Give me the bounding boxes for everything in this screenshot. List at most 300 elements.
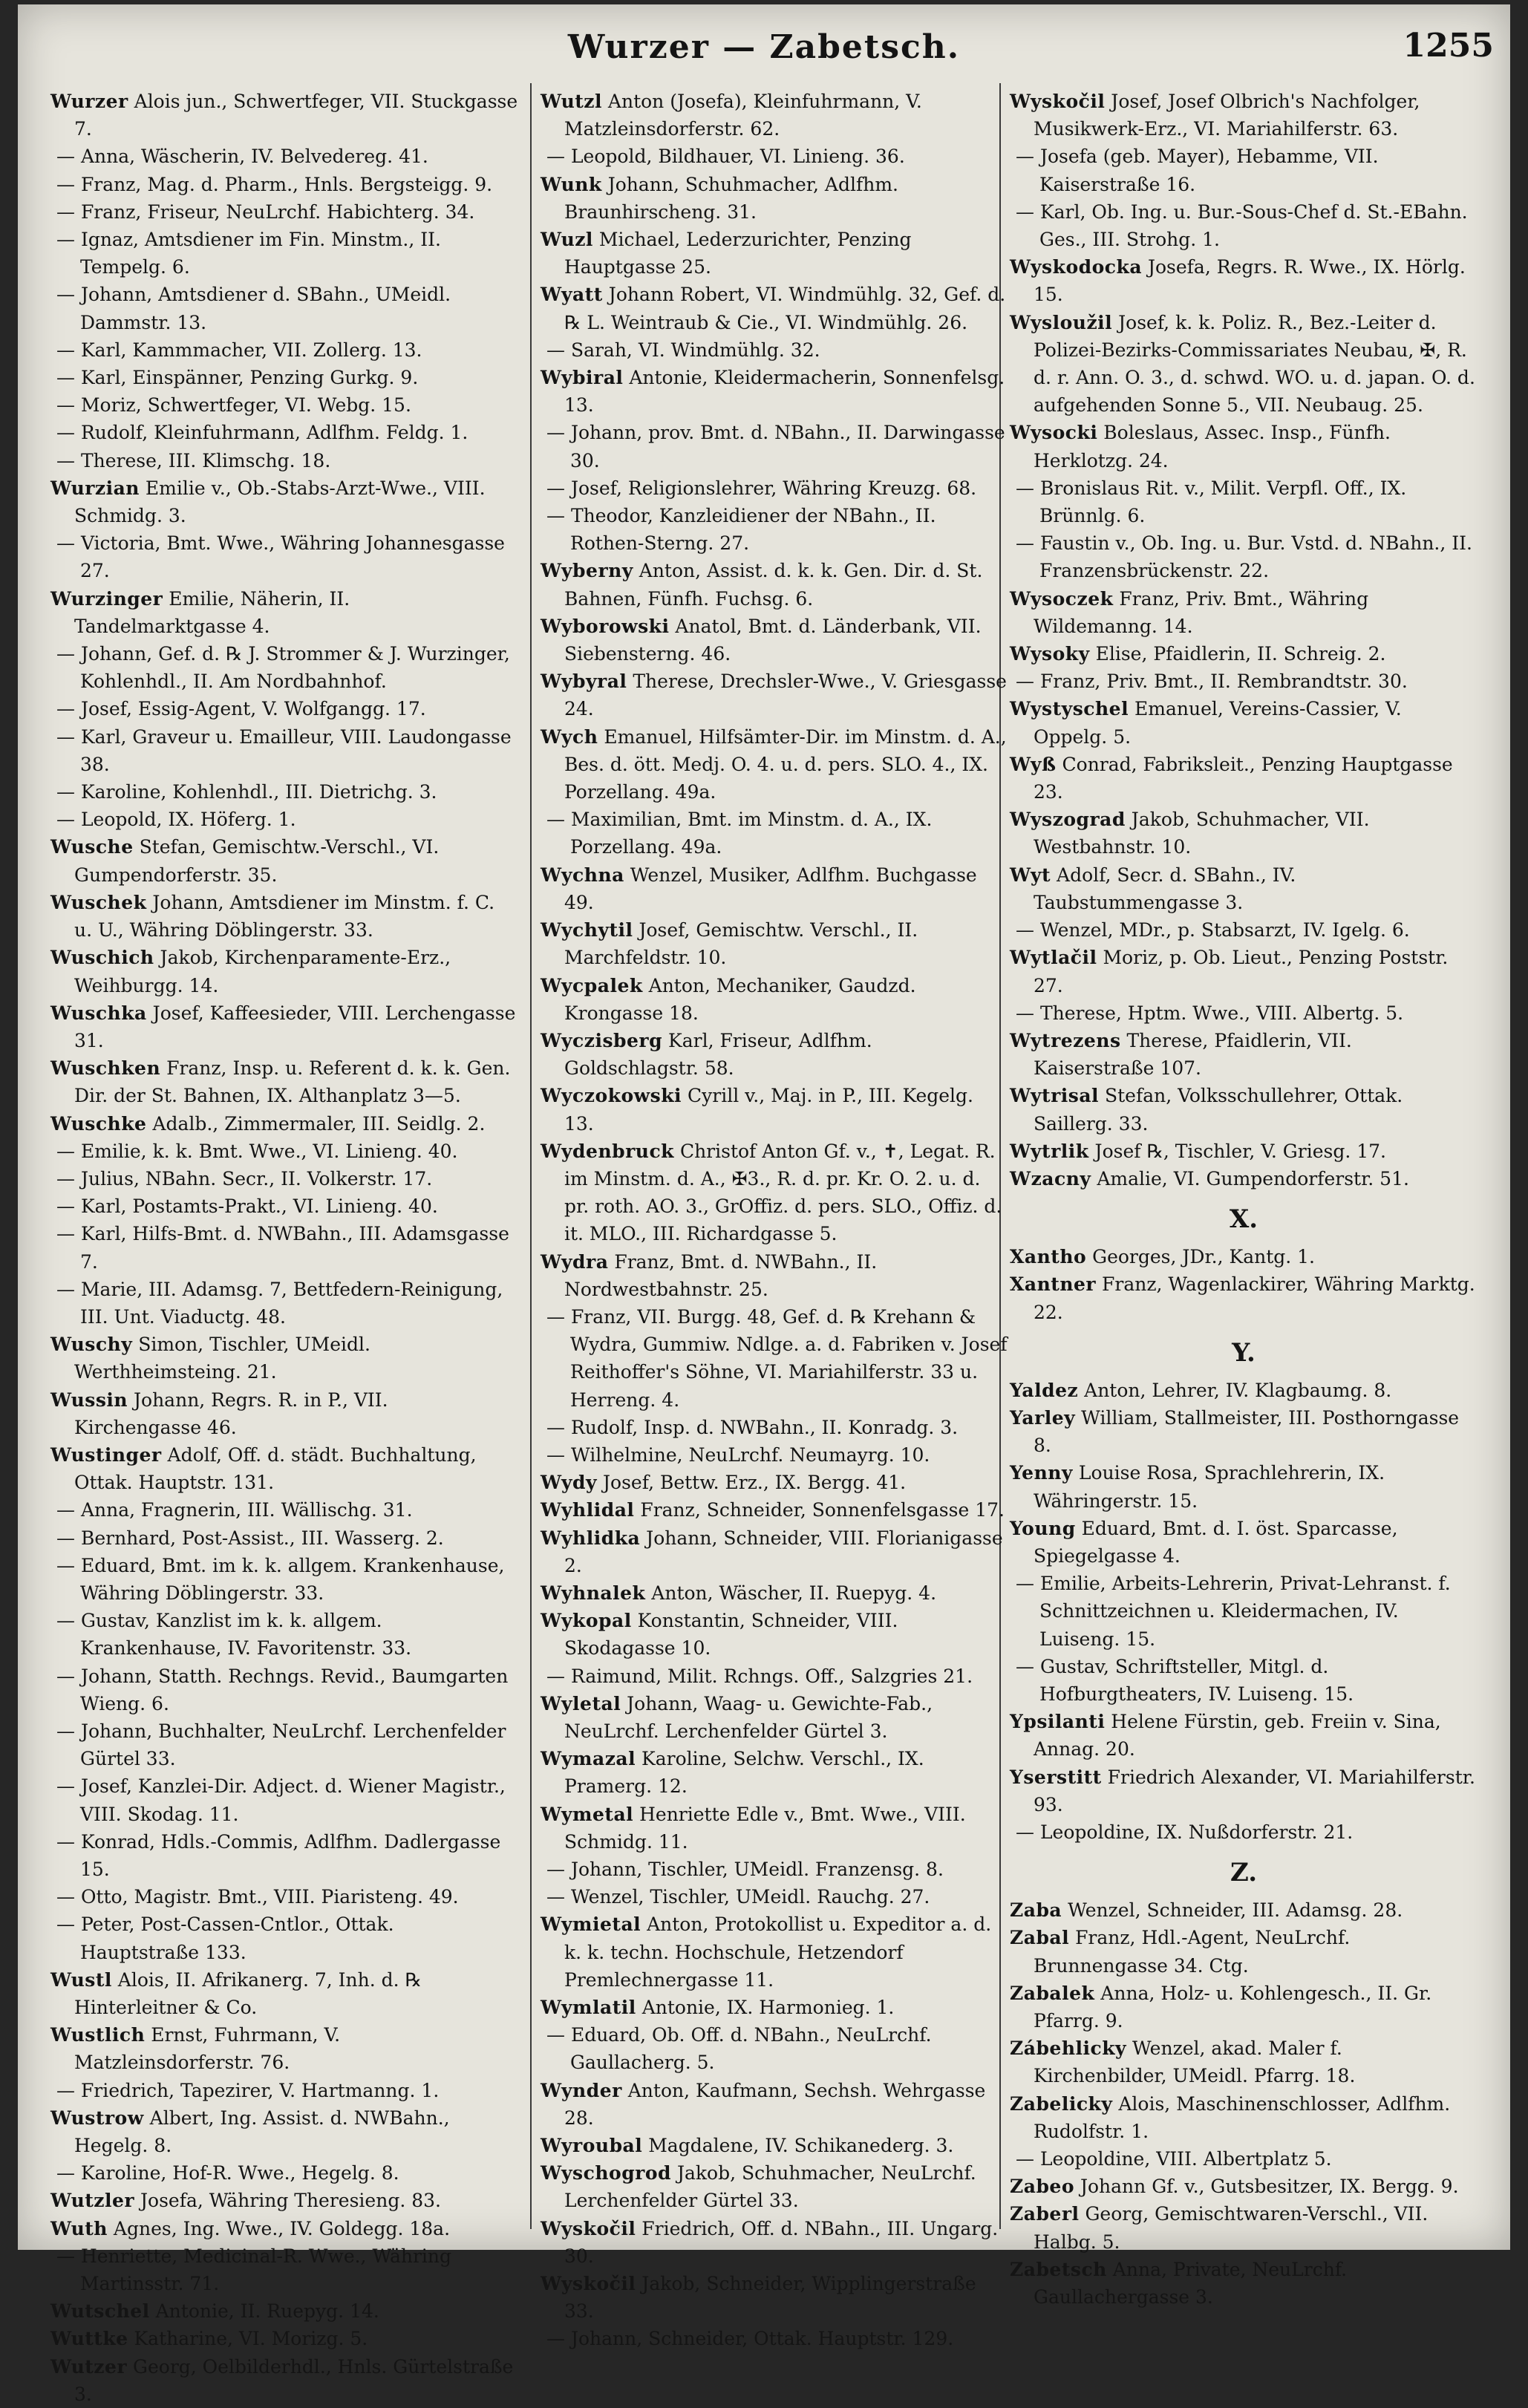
entry-surname: Wyskodocka: [1010, 256, 1143, 278]
entry-details: — Leopold, Bildhauer, VI. Linieng. 36.: [546, 146, 905, 168]
entry-surname: Wytrezens: [1010, 1029, 1121, 1051]
entry-details: Katharine, VI. Morizg. 5.: [128, 2328, 368, 2350]
directory-entry: [541, 2325, 1008, 2352]
directory-entry: [50, 419, 518, 446]
entry-details: — Maximilian, Bmt. im Minstm. d. A., IX. Porzellang. 49a.: [546, 809, 933, 858]
directory-entry: [541, 1441, 1008, 1469]
entry-details: Anton, Assist. d. k. k. Gen. Dir. d. St. Bahnen, Fünfh. Fuchsg. 6.: [564, 560, 983, 610]
entry-details: Antonie, II. Ruepyg. 14.: [149, 2300, 379, 2323]
entry-details: — Karl, Einspänner, Penzing Gurkg. 9.: [56, 367, 419, 389]
directory-entry: [50, 2215, 518, 2242]
entry-details: Josef ℞, Tischler, V. Griesg. 17.: [1088, 1140, 1387, 1162]
entry-details: — Johann, Schneider, Ottak. Hauptstr. 129.: [546, 2328, 954, 2350]
directory-entry: [1010, 1027, 1478, 1082]
entry-surname: Yaldez: [1010, 1379, 1079, 1401]
entry-details: Emilie, Näherin, II. Tandelmarktgasse 4.: [74, 587, 350, 637]
directory-entry: [1010, 999, 1478, 1027]
directory-entry: [541, 1801, 1008, 1856]
entry-surname: Wyschogrod: [541, 2162, 672, 2185]
entry-details: — Karl, Kammmacher, VII. Zollerg. 13.: [56, 339, 422, 361]
column-divider: [530, 83, 532, 2229]
entry-details: — Konrad, Hdls.-Commis, Adlfhm. Dadlergasse 15.: [56, 1830, 501, 1880]
entry-surname: Wyß: [1010, 753, 1057, 775]
directory-entry: [50, 474, 518, 529]
entry-details: Boleslaus, Assec. Insp., Fünfh. Herklotzg. 24.: [1034, 422, 1391, 472]
directory-entry: [541, 1414, 1008, 1441]
directory-entry: [50, 1054, 518, 1109]
entry-surname: Wysoky: [1010, 643, 1090, 665]
entry-surname: Wurzinger: [50, 587, 163, 610]
entry-details: Johann, Schuhmacher, Adlfhm. Braunhirscheng. 31.: [564, 173, 898, 223]
directory-entry: [50, 1331, 518, 1386]
entry-details: — Faustin v., Ob. Ing. u. Bur. Vstd. d. NBahn., II. Franzensbrückenstr. 22.: [1016, 532, 1472, 582]
directory-entry: [541, 336, 1008, 364]
directory-entry: [541, 2077, 1008, 2132]
entry-surname: Wyberny: [541, 560, 633, 582]
entry-details: — Karl, Postamts-Prakt., VI. Linieng. 40.: [56, 1195, 438, 1218]
directory-entry: [541, 557, 1008, 612]
entry-details: — Karoline, Kohlenhdl., III. Dietrichg. 3.: [56, 781, 437, 803]
directory-entry: [541, 419, 1008, 474]
entry-details: Emilie v., Ob.-Stabs-Arzt-Wwe., VIII. Schmidg. 3.: [74, 477, 486, 527]
entry-details: — Karl, Ob. Ing. u. Bur.-Sous-Chef d. St.-EBahn. Ges., III. Strohg. 1.: [1016, 200, 1468, 251]
entry-details: — Marie, III. Adamsg. 7, Bettfedern-Reinigung, III. Unt. Viaductg. 48.: [56, 1278, 503, 1328]
directory-entry: [1010, 2090, 1478, 2145]
entry-surname: Wysoczek: [1010, 587, 1114, 610]
directory-entry: [541, 88, 1008, 143]
entry-details: Konstantin, Schneider, VIII. Skodagasse 10.: [564, 1610, 898, 1660]
entry-details: Conrad, Fabriksleit., Penzing Hauptgasse 23.: [1034, 753, 1453, 803]
entry-surname: Xantner: [1010, 1273, 1097, 1296]
directory-entry: [1010, 2173, 1478, 2200]
entry-surname: Wuschken: [50, 1057, 161, 1080]
entry-details: Anna, Holz- u. Kohlengesch., II. Gr. Pfarrg. 9.: [1034, 1982, 1432, 2032]
directory-entry: [541, 1579, 1008, 1607]
entry-details: — Johann, Amtsdiener d. SBahn., UMeidl. Dammstr. 13.: [56, 284, 451, 333]
directory-entry: [1010, 198, 1478, 253]
entry-details: — Johann, prov. Bmt. d. NBahn., II. Darwingasse 30.: [546, 422, 1005, 472]
entry-details: — Johann, Buchhalter, NeuLrchf. Lerchenfelder Gürtel 33.: [56, 1720, 506, 1770]
entry-details: Anton, Protokollist u. Expeditor a. d. k. k. techn. Hochschule, Hetzendorf Premlechnergasse 11.: [564, 1913, 992, 1991]
entry-details: Josef, Bettw. Erz., IX. Bergg. 41.: [597, 1472, 907, 1494]
entry-details: — Otto, Magistr. Bmt., VIII. Piaristeng. 49.: [56, 1886, 459, 1908]
directory-entry: [1010, 2035, 1478, 2089]
directory-entry: [1010, 1377, 1478, 1404]
entry-surname: Wytlačil: [1010, 947, 1097, 969]
directory-entry: [541, 1082, 1008, 1137]
directory-entry: [541, 2215, 1008, 2270]
entry-details: — Franz, VII. Burgg. 48, Gef. d. ℞ Krehann & Wydra, Gummiw. Ndlge. a. d. Fabriken v. Josef Reithoffer's Söhne, VI. Mariahilferstr. 33 u. Herreng. 4.: [546, 1305, 1008, 1411]
entry-details: — Raimund, Milit. Rchngs. Off., Salzgries 21.: [546, 1665, 973, 1687]
directory-entry: [1010, 1082, 1478, 1137]
directory-entry: [541, 2132, 1008, 2159]
directory-entry: [50, 1883, 518, 1911]
entry-surname: Wydy: [541, 1472, 598, 1494]
section-letter: Y.: [1232, 1337, 1256, 1368]
entry-details: Emanuel, Vereins-Cassier, V. Oppelg. 5.: [1034, 698, 1402, 748]
entry-details: — Theodor, Kanzleidiener der NBahn., II. Rothen-Sterng. 27.: [546, 505, 936, 555]
entry-details: Jakob, Schuhmacher, NeuLrchf. Lerchenfelder Gürtel 33.: [564, 2162, 976, 2212]
directory-entry: [541, 2270, 1008, 2325]
entry-details: Josef, Josef Olbrich's Nachfolger, Musikwerk-Erz., VI. Mariahilferstr. 63.: [1034, 91, 1420, 140]
entry-details: Georges, JDr., Kantg. 1.: [1086, 1246, 1315, 1268]
directory-entry: [50, 1717, 518, 1772]
entry-details: — Karoline, Hof-R. Wwe., Hegelg. 8.: [56, 2162, 399, 2185]
entry-details: — Moriz, Schwertfeger, VI. Webg. 15.: [56, 394, 411, 417]
directory-entry: [541, 2021, 1008, 2076]
section-letter: Z.: [1230, 1858, 1258, 1888]
directory-entry: [1010, 1570, 1478, 1653]
directory-entry: [50, 1607, 518, 1662]
directory-entry: [50, 447, 518, 474]
entry-details: Johann, Waag- u. Gewichte-Fab., NeuLrchf. Lerchenfelder Gürtel 3.: [564, 1692, 933, 1742]
entry-details: Michael, Lederzurichter, Penzing Hauptgasse 25.: [564, 229, 912, 278]
entry-details: — Bernhard, Post-Assist., III. Wasserg. 2.: [56, 1527, 444, 1549]
entry-surname: Wymlatil: [541, 1997, 636, 2019]
directory-entry: [541, 806, 1008, 861]
entry-surname: Wymetal: [541, 1803, 634, 1825]
entry-details: — Therese, III. Klimschg. 18.: [56, 449, 331, 472]
entry-surname: Xantho: [1010, 1246, 1087, 1268]
directory-entry: [1010, 529, 1478, 584]
directory-entry: [541, 668, 1008, 722]
directory-entry: [50, 806, 518, 833]
entry-surname: Wuschke: [50, 1112, 147, 1135]
directory-entry: [1010, 474, 1478, 529]
directory-entry: [50, 2242, 518, 2297]
entry-surname: Yarley: [1010, 1406, 1076, 1429]
entry-details: Anatol, Bmt. d. Länderbank, VII. Siebensterng. 46.: [564, 615, 982, 665]
directory-entry: [1010, 585, 1478, 640]
entry-details: Franz, Priv. Bmt., Währing Wildemanng. 14.: [1034, 587, 1369, 637]
directory-entry: [541, 1027, 1008, 1082]
directory-entry: [50, 2325, 518, 2352]
directory-entry: [541, 1138, 1008, 1248]
entry-surname: Wyszograd: [1010, 809, 1126, 831]
entry-surname: Wyatt: [541, 284, 603, 306]
entry-details: — Josef, Kanzlei-Dir. Adject. d. Wiener Magistr., VIII. Skodag. 11.: [56, 1775, 506, 1825]
directory-entry: [50, 889, 518, 944]
entry-details: Jakob, Schneider, Wipplingerstraße 33.: [564, 2273, 976, 2323]
directory-entry: [50, 1496, 518, 1524]
entry-details: Georg, Oelbilderhdl., Hnls. Gürtelstraße 3.: [74, 2355, 514, 2405]
entry-details: Josef, Gemischtw. Verschl., II. Marchfeldstr. 10.: [564, 919, 918, 969]
entry-surname: Wykopal: [541, 1610, 632, 1632]
entry-details: — Josefa (geb. Mayer), Hebamme, VII. Kaiserstraße 16.: [1016, 146, 1379, 195]
entry-surname: Wussin: [50, 1389, 128, 1411]
entry-details: Friedrich Alexander, VI. Mariahilferstr. 93.: [1034, 1766, 1475, 1815]
directory-entry: [541, 1469, 1008, 1496]
entry-surname: Wyskočil: [541, 2217, 636, 2239]
entry-details: Therese, Drechsler-Wwe., V. Griesgasse 24.: [564, 670, 1007, 720]
directory-entry: [50, 198, 518, 226]
entry-details: — Bronislaus Rit. v., Milit. Verpfl. Off., IX. Brünnlg. 6.: [1016, 477, 1407, 527]
entry-details: Josef, k. k. Poliz. R., Bez.-Leiter d. Polizei-Bezirks-Commissariates Neubau, ✠, R. d. r. Ann. O. 3., d. schwd. WO. u. d. japan. O. d. aufgehenden Sonne 5., VII. Neubaug. 25.: [1034, 311, 1475, 417]
directory-entry: [1010, 806, 1478, 861]
directory-entry: [50, 529, 518, 584]
entry-surname: Wutzler: [50, 2190, 135, 2212]
entry-details: Anna, Private, NeuLrchf. Gaullachergasse 3.: [1034, 2258, 1348, 2309]
entry-surname: Wustlich: [50, 2024, 146, 2046]
directory-entry: [541, 1690, 1008, 1745]
entry-surname: Zaba: [1010, 1899, 1062, 1922]
entry-details: — Franz, Mag. d. Pharm., Hnls. Bergsteigg. 9.: [56, 173, 493, 195]
directory-entry: [50, 171, 518, 198]
entry-details: — Anna, Wäscherin, IV. Belvedereg. 41.: [56, 146, 428, 168]
directory-entry: [50, 88, 518, 143]
directory-entry: [1010, 2256, 1478, 2311]
entry-surname: Wyletal: [541, 1692, 621, 1714]
entry-surname: Yserstitt: [1010, 1766, 1102, 1788]
directory-entry: [50, 1772, 518, 1827]
entry-surname: Wusche: [50, 836, 134, 858]
entry-details: Therese, Pfaidlerin, VII. Kaiserstraße 107.: [1034, 1029, 1352, 1080]
directory-entry: [1010, 1459, 1478, 1514]
entry-surname: Wurzian: [50, 477, 140, 499]
entry-details: Albert, Ing. Assist. d. NWBahn., Hegelg. 8.: [74, 2107, 450, 2157]
entry-details: Jakob, Kirchenparamente-Erz., Weihburgg. 14.: [74, 947, 451, 996]
entry-surname: Zabelicky: [1010, 2092, 1113, 2115]
entry-details: — Karl, Hilfs-Bmt. d. NWBahn., III. Adamsgasse 7.: [56, 1223, 509, 1273]
directory-entry: [541, 1524, 1008, 1579]
directory-entry: [50, 585, 518, 640]
entry-details: — Emilie, k. k. Bmt. Wwe., VI. Linieng. 40.: [56, 1140, 458, 1162]
entry-details: Adalb., Zimmermaler, III. Seidlg. 2.: [146, 1112, 486, 1135]
directory-entry: [541, 1994, 1008, 2021]
column-2: [541, 88, 1008, 2350]
entry-surname: Wyskočil: [1010, 91, 1106, 112]
entry-details: — Franz, Friseur, NeuLrchf. Habichterg. 34.: [56, 200, 475, 223]
entry-surname: Wustrow: [50, 2107, 144, 2129]
entry-details: Antonie, Kleidermacherin, Sonnenfelsg. 13.: [564, 367, 1005, 417]
directory-entry: [1010, 143, 1478, 198]
entry-details: Agnes, Ing. Wwe., IV. Goldegg. 18a.: [107, 2217, 451, 2239]
directory-entry: [1010, 916, 1478, 944]
entry-surname: Zabal: [1010, 1927, 1070, 1949]
directory-entry: [50, 1165, 518, 1192]
entry-details: — Wenzel, Tischler, UMeidl. Rauchg. 27.: [546, 1886, 930, 1908]
entry-surname: Wuth: [50, 2217, 108, 2239]
entry-details: — Gustav, Kanzlist im k. k. allgem. Krankenhause, IV. Favoritenstr. 33.: [56, 1610, 412, 1660]
entry-details: Johann, Schneider, VIII. Florianigasse 2.: [564, 1527, 1003, 1576]
entry-surname: Wurzer: [50, 91, 128, 112]
entry-surname: Wysloužil: [1010, 311, 1113, 333]
directory-entry: [50, 1138, 518, 1165]
entry-details: Stefan, Volksschullehrer, Ottak. Saillerg. 33.: [1034, 1085, 1403, 1135]
entry-details: — Leopold, IX. Höferg. 1.: [56, 809, 296, 831]
directory-entry: [50, 1276, 518, 1331]
entry-surname: Wuttke: [50, 2328, 128, 2350]
entry-details: Georg, Gemischtwaren-Verschl., VII. Halbg. 5.: [1034, 2203, 1429, 2253]
entry-surname: Young: [1010, 1517, 1076, 1539]
directory-entry: [50, 723, 518, 778]
directory-entry: [1010, 309, 1478, 420]
entry-details: — Peter, Post-Cassen-Cntlor., Ottak. Hauptstraße 133.: [56, 1913, 394, 1963]
directory-entry: [50, 1828, 518, 1883]
directory-entry: [50, 2077, 518, 2104]
directory-entry: [50, 695, 518, 722]
entry-details: Amalie, VI. Gumpendorferstr. 51.: [1091, 1167, 1409, 1190]
directory-entry: [50, 1220, 518, 1275]
entry-details: — Sarah, VI. Windmühlg. 32.: [546, 339, 820, 361]
entry-details: Karl, Friseur, Adlfhm. Goldschlagstr. 58.: [564, 1029, 872, 1080]
entry-details: Johann Gf. v., Gutsbesitzer, IX. Bergg. 9.: [1074, 2176, 1459, 2198]
entry-details: — Johann, Statth. Rechngs. Revid., Baumgarten Wieng. 6.: [56, 1665, 509, 1714]
directory-entry: [50, 1192, 518, 1220]
directory-entry: [541, 1607, 1008, 1662]
directory-entry: [1010, 1924, 1478, 1979]
directory-entry: [50, 2353, 518, 2408]
entry-surname: Zabetsch: [1010, 2258, 1107, 2280]
entry-surname: Wyhnalek: [541, 1582, 646, 1604]
directory-entry: [541, 1911, 1008, 1994]
entry-details: Anton (Josefa), Kleinfuhrmann, V. Matzleinsdorferstr. 62.: [564, 91, 922, 140]
directory-entry: [50, 391, 518, 419]
entry-details: Johann, Regrs. R. in P., VII. Kirchengasse 46.: [74, 1389, 388, 1438]
directory-entry: [1010, 1653, 1478, 1708]
entry-details: Franz, Bmt. d. NWBahn., II. Nordwestbahnstr. 25.: [564, 1250, 878, 1300]
entry-details: Alois jun., Schwertfeger, VII. Stuckgasse 7.: [74, 91, 518, 140]
entry-details: Friedrich, Off. d. NBahn., III. Ungarg. 30.: [564, 2217, 999, 2267]
entry-details: — Ignaz, Amtsdiener im Fin. Minstm., II. Tempelg. 6.: [56, 229, 441, 278]
entry-details: Josefa, Regrs. R. Wwe., IX. Hörlg. 15.: [1034, 256, 1466, 306]
entry-details: Adolf, Off. d. städt. Buchhaltung, Ottak. Hauptstr. 131.: [74, 1443, 477, 1494]
directory-entry: [50, 1966, 518, 2021]
entry-surname: Ypsilanti: [1010, 1711, 1106, 1733]
directory-entry: [541, 474, 1008, 502]
entry-details: Elise, Pfaidlerin, II. Schreig. 2.: [1089, 643, 1386, 665]
entry-details: — Friedrich, Tapezirer, V. Hartmanng. 1.: [56, 2079, 440, 2101]
entry-surname: Wyborowski: [541, 615, 670, 637]
directory-entry: [1010, 2200, 1478, 2255]
entry-details: — Leopoldine, IX. Nußdorferstr. 21.: [1016, 1821, 1354, 1843]
entry-details: — Wilhelmine, NeuLrchf. Neumayrg. 10.: [546, 1443, 930, 1466]
directory-entry: [50, 1663, 518, 1717]
directory-entry: [541, 2159, 1008, 2214]
directory-entry: [50, 1441, 518, 1496]
entry-details: Franz, Hdl.-Agent, NeuLrchf. Brunnengasse 34. Ctg.: [1034, 1927, 1351, 1977]
entry-details: Stefan, Gemischtw.-Verschl., VI. Gumpendorferstr. 35.: [74, 836, 440, 886]
entry-details: — Leopoldine, VIII. Albertplatz 5.: [1016, 2148, 1332, 2170]
entry-details: Anton, Mechaniker, Gaudzd. Krongasse 18.: [564, 974, 916, 1024]
directory-entry: [1010, 1270, 1478, 1325]
entry-surname: Wychytil: [541, 919, 633, 942]
directory-entry: [1010, 668, 1478, 695]
directory-entry: [1010, 1165, 1478, 1192]
entry-details: Antonie, IX. Harmonieg. 1.: [636, 1997, 895, 2019]
entry-surname: Wuschek: [50, 891, 147, 913]
entry-details: — Karl, Graveur u. Emailleur, VIII. Laudongasse 38.: [56, 725, 512, 775]
entry-surname: Wymazal: [541, 1748, 636, 1770]
entry-surname: Wyhlidka: [541, 1527, 641, 1549]
directory-entry: [50, 1552, 518, 1607]
directory-entry: [50, 336, 518, 364]
entry-details: Anton, Lehrer, IV. Klagbaumg. 8.: [1078, 1379, 1392, 1401]
directory-entry: [541, 1663, 1008, 1690]
entry-details: — Eduard, Ob. Off. d. NBahn., NeuLrchf. Gaullacherg. 5.: [546, 2024, 932, 2074]
entry-details: Moriz, p. Ob. Lieut., Penzing Poststr. 27.: [1034, 947, 1449, 996]
directory-entry: [1010, 1708, 1478, 1763]
entry-surname: Wynder: [541, 2079, 622, 2101]
entry-details: Jakob, Schuhmacher, VII. Westbahnstr. 10.: [1034, 809, 1370, 858]
directory-entry: [50, 1386, 518, 1441]
entry-details: — Victoria, Bmt. Wwe., Währing Johannesgasse 27.: [56, 532, 505, 582]
entry-surname: Wuschy: [50, 1334, 133, 1356]
entry-surname: Wymietal: [541, 1913, 641, 1936]
directory-entry: [1010, 944, 1478, 999]
entry-details: — Josef, Religionslehrer, Währing Kreuzg. 68.: [546, 477, 977, 499]
entry-details: Anton, Kaufmann, Sechsh. Wehrgasse 28.: [564, 2079, 986, 2129]
entry-details: Eduard, Bmt. d. I. öst. Sparcasse, Spiegelgasse 4.: [1034, 1517, 1398, 1567]
directory-entry: [50, 778, 518, 806]
entry-details: Henriette Edle v., Bmt. Wwe., VIII. Schmidg. 11.: [564, 1803, 966, 1853]
entry-details: Alois, II. Afrikanerg. 7, Inh. d. ℞ Hinterleitner & Co.: [74, 1968, 422, 2019]
directory-entry: [50, 364, 518, 391]
directory-entry: [1010, 1818, 1478, 1846]
directory-entry: [50, 1911, 518, 1965]
directory-entry: [541, 143, 1008, 170]
directory-entry: [1010, 1763, 1478, 1818]
entry-details: Louise Rosa, Sprachlehrerin, IX. Währingerstr. 15.: [1034, 1462, 1385, 1512]
column-1: [50, 88, 518, 2405]
page-header: [18, 25, 1510, 73]
running-head: Wurzer — Zabetsch.: [567, 28, 961, 66]
directory-entry: [50, 944, 518, 999]
entry-surname: Wybyral: [541, 670, 627, 693]
entry-surname: Wycpalek: [541, 974, 643, 996]
section-letter: X.: [1229, 1204, 1258, 1235]
entry-details: — Julius, NBahn. Secr., II. Volkerstr. 17.: [56, 1167, 433, 1190]
entry-details: Magdalene, IV. Schikanederg. 3.: [642, 2135, 954, 2157]
directory-entry: [541, 1303, 1008, 1414]
entry-details: William, Stallmeister, III. Posthorngasse 8.: [1034, 1406, 1460, 1457]
directory-entry: [541, 916, 1008, 971]
entry-details: Emanuel, Hilfsämter-Dir. im Minstm. d. A., Bes. d. ött. Medj. O. 4. u. d. pers. SLO. 4., IX. Porzellang. 49a.: [564, 725, 1007, 803]
directory-entry: [50, 1524, 518, 1552]
entry-details: — Franz, Priv. Bmt., II. Rembrandtstr. 30.: [1016, 670, 1408, 693]
directory-entry: [541, 613, 1008, 668]
directory-entry: [1010, 1515, 1478, 1570]
entry-details: Helene Fürstin, geb. Freiin v. Sina, Annag. 20.: [1034, 1711, 1441, 1761]
directory-entry: [1010, 1138, 1478, 1165]
directory-entry: [50, 226, 518, 281]
directory-entry: [541, 861, 1008, 916]
directory-entry: [1010, 640, 1478, 668]
entry-surname: Wytrisal: [1010, 1085, 1100, 1107]
entry-surname: Wyt: [1010, 864, 1051, 886]
entry-details: Christof Anton Gf. v., ✝, Legat. R. im Minstm. d. A., ✠3., R. d. pr. Kr. O. 2. u. d. pr. roth. AO. 3., GrOffiz. d. pers. SLO., Offiz. d. it. MLO., III. Richardgasse 5.: [564, 1140, 1002, 1245]
entry-details: Karoline, Selchw. Verschl., IX. Pramerg. 12.: [564, 1748, 924, 1798]
directory-entry: [50, 281, 518, 336]
entry-details: Franz, Insp. u. Referent d. k. k. Gen. Dir. der St. Bahnen, IX. Althanplatz 3—5.: [74, 1057, 511, 1107]
directory-entry: [50, 2021, 518, 2076]
entry-surname: Wuzl: [541, 229, 593, 251]
entry-details: — Josef, Essig-Agent, V. Wolfgangg. 17.: [56, 698, 426, 720]
entry-surname: Wunk: [541, 173, 602, 195]
entry-surname: Wutschel: [50, 2300, 150, 2323]
directory-entry: [1010, 1896, 1478, 1924]
directory-entry: [541, 972, 1008, 1027]
directory-entry: [50, 833, 518, 888]
directory-entry: [50, 1110, 518, 1138]
entry-details: — Wenzel, MDr., p. Stabsarzt, IV. Igelg. 6.: [1016, 919, 1410, 942]
entry-surname: Wustl: [50, 1968, 112, 1991]
directory-entry: [541, 1248, 1008, 1303]
entry-details: — Anna, Fragnerin, III. Wällischg. 31.: [56, 1499, 413, 1521]
directory-entry: [1010, 419, 1478, 474]
entry-surname: Zabalek: [1010, 1982, 1095, 2004]
directory-entry: [1010, 88, 1478, 143]
